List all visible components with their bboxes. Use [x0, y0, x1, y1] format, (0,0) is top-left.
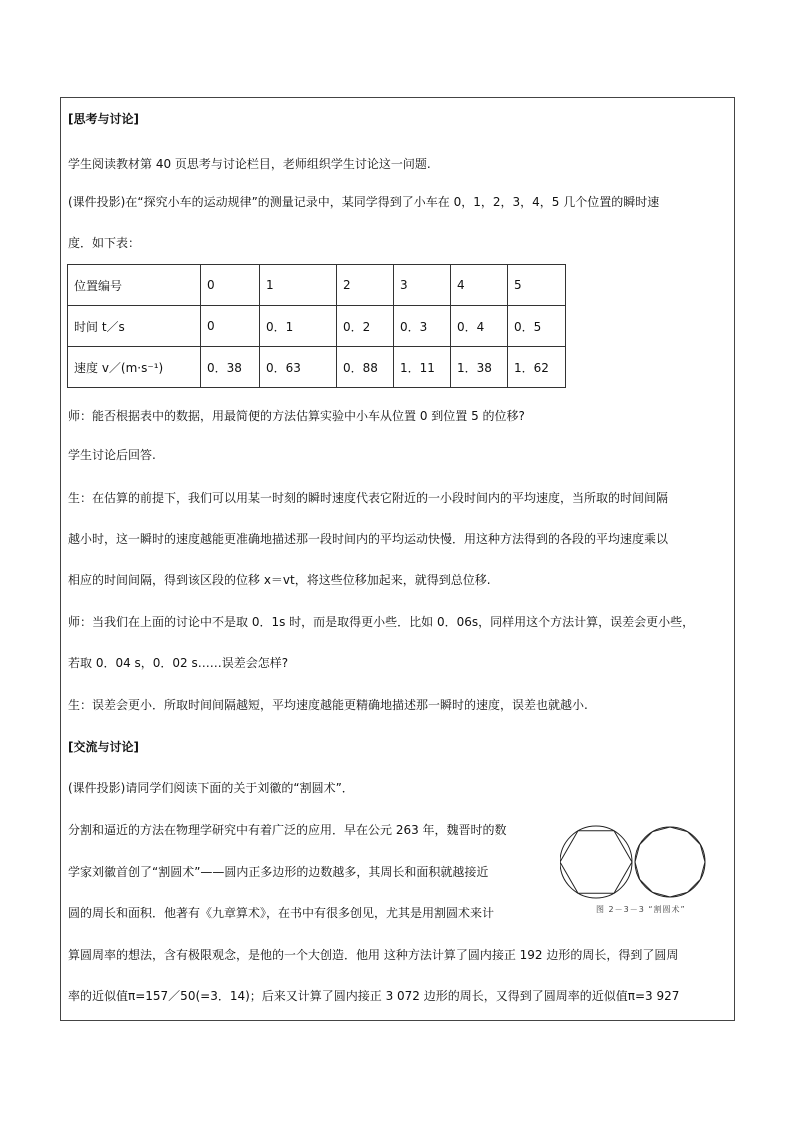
table-cell: 1．38 [451, 347, 508, 388]
figure-caption: 图 2－3－3 “割圆术” [596, 905, 686, 914]
table-cell: 0．88 [337, 347, 394, 388]
table-row [68, 347, 566, 388]
table-cell: 0 [201, 306, 260, 347]
table-cell: 3 [394, 265, 451, 306]
paragraph: 分割和逼近的方法在物理学研究中有着广泛的应用．早在公元 263 年，魏晋时的数 [68, 823, 507, 837]
table-cell: 5 [508, 265, 566, 306]
table-cell: 0．63 [260, 347, 337, 388]
paragraph: (课件投影)在“探究小车的运动规律”的测量记录中，某同学得到了小车在 0，1，2，3，4，5 几个位置的瞬时速 [68, 195, 660, 209]
table-cell: 位置编号 [68, 265, 201, 306]
student-answer: 越小时，这一瞬时的速度越能更准确地描述那一段时间内的平均运动快慢．用这种方法得到的各段的平均速度乘以 [68, 532, 669, 546]
table-cell: 0．1 [260, 306, 337, 347]
paragraph: 学生讨论后回答. [68, 448, 156, 462]
table-cell: 0．4 [451, 306, 508, 347]
circle [635, 827, 705, 897]
student-answer: 生：在估算的前提下，我们可以用某一时刻的瞬时速度代表它附近的一小段时间内的平均速度，当所取的时间间隔 [68, 491, 669, 505]
table-row [68, 265, 566, 306]
paragraph: 率的近似值π=157／50(=3．14)；后来又计算了圆内接正 3 072 边形的周长，又得到了圆周率的近似值π=3 927 [68, 989, 680, 1003]
table-cell: 4 [451, 265, 508, 306]
table-cell: 时间 t／s [68, 306, 201, 347]
circle-hexagon-figure [560, 826, 632, 898]
teacher-question: 师：当我们在上面的讨论中不是取 0．1s 时，而是取得更小些．比如 0．06s，同样用这个方法计算，误差会更小些， [68, 615, 695, 629]
table-cell: 0．3 [394, 306, 451, 347]
inscribed-hexagon [560, 831, 632, 893]
teacher-question: 师：能否根据表中的数据，用最简便的方法估算实验中小车从位置 0 到位置 5 的位移? [68, 409, 525, 423]
teacher-question: 若取 0．04 s，0．02 s……误差会怎样? [68, 656, 289, 670]
table-cell: 0．5 [508, 306, 566, 347]
circle-dodecagon-figure [635, 827, 705, 897]
velocity-table [67, 264, 566, 388]
table-row [68, 306, 566, 347]
paragraph: 学家刘徽首创了“割圆术”——圆内正多边形的边数越多，其周长和面积就越接近 [68, 865, 489, 879]
table-cell: 0．2 [337, 306, 394, 347]
table-cell: 2 [337, 265, 394, 306]
paragraph: 圆的周长和面积．他著有《九章算术》，在书中有很多创见，尤其是用割圆术来计 [68, 906, 495, 920]
student-answer: 相应的时间间隔，得到该区段的位移 x＝vt，将这些位移加起来，就得到总位移. [68, 573, 491, 587]
student-answer: 生：误差会更小．所取时间间隔越短，平均速度越能更精确地描述那一瞬时的速度，误差也就越小. [68, 698, 588, 712]
table-cell: 1．11 [394, 347, 451, 388]
table-cell: 1 [260, 265, 337, 306]
table-cell: 速度 v／(m·s⁻¹) [68, 347, 201, 388]
paragraph: (课件投影)请同学们阅读下面的关于刘徽的“割圆术”． [68, 781, 354, 795]
circle [560, 826, 632, 898]
table-cell: 0．38 [201, 347, 260, 388]
section-heading-exchange: [交流与讨论] [68, 740, 139, 754]
paragraph: 度．如下表： [68, 236, 141, 250]
paragraph: 学生阅读教材第 40 页思考与讨论栏目，老师组织学生讨论这一问题. [68, 157, 431, 171]
paragraph: 算圆周率的想法，含有极限观念，是他的一个大创造．他用 这种方法计算了圆内接正 192 边形的周长，得到了圆周 [68, 948, 679, 962]
section-heading-think: [思考与讨论] [68, 112, 139, 126]
table-cell: 0 [201, 265, 260, 306]
table-cell: 1．62 [508, 347, 566, 388]
